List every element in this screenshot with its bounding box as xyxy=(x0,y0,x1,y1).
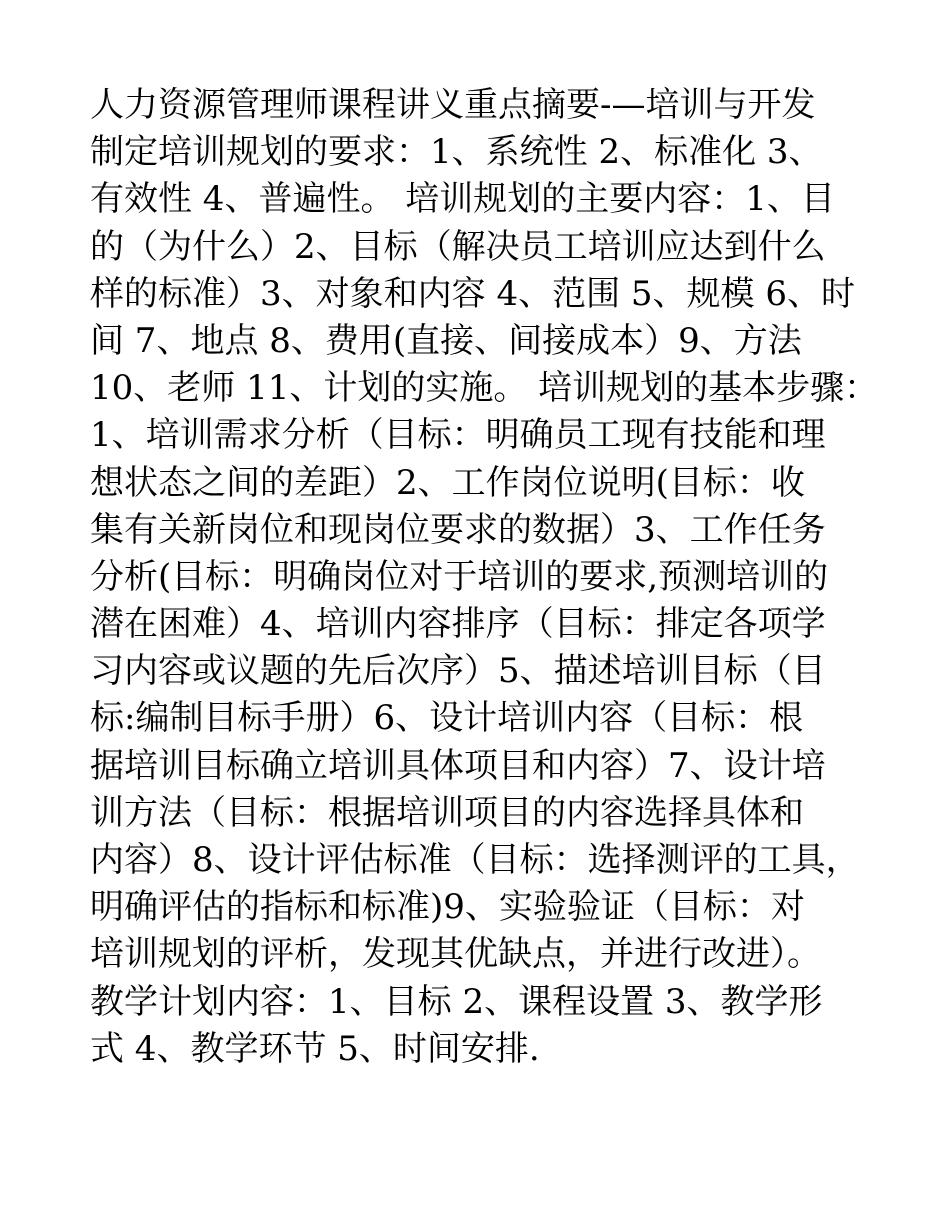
text-line: 制定培训规划的要求：1、系统性 2、标准化 3、 xyxy=(90,132,823,173)
text-line: 习内容或议题的先后次序）5、描述培训目标（目 xyxy=(90,651,826,692)
text-line: 式 4、教学环节 5、时间安排. xyxy=(90,1028,540,1069)
text-line: 潜在困难）4、培训内容排序（目标：排定各项学 xyxy=(90,604,826,645)
text-line: 10、老师 11、计划的实施。 培训规划的基本步骤： xyxy=(90,368,879,409)
text-line: 明确评估的指标和标准)9、实验验证（目标：对 xyxy=(90,887,805,928)
text-line: 的（为什么）2、目标（解决员工培训应达到什么 xyxy=(90,226,826,267)
text-line: 1、培训需求分析（目标：明确员工现有技能和理 xyxy=(90,415,826,456)
text-line: 训方法（目标：根据培训项目的内容选择具体和 xyxy=(90,792,804,833)
text-line: 想状态之间的差距）2、工作岗位说明(目标：收 xyxy=(90,462,805,503)
text-line: 有效性 4、普遍性。 培训规划的主要内容：1、目 xyxy=(90,179,835,220)
text-line: 教学计划内容：1、目标 2、课程设置 3、教学形 xyxy=(90,981,823,1022)
text-line: 集有关新岗位和现岗位要求的数据）3、工作任务 xyxy=(90,509,826,550)
document-body xyxy=(90,82,880,1073)
text-line: 据培训目标确立培训具体项目和内容）7、设计培 xyxy=(90,745,826,786)
text-line: 间 7、地点 8、费用(直接、间接成本）9、方法 xyxy=(90,320,802,361)
text-line: 内容）8、设计评估标准（目标：选择测评的工具， xyxy=(90,840,860,880)
text-line: 人力资源管理师课程讲义重点摘要-—培训与开发 xyxy=(90,85,816,125)
text-line: 样的标准）3、对象和内容 4、范围 5、规模 6、时 xyxy=(90,273,855,314)
text-line: 培训规划的评析，发现其优缺点，并进行改进）。 xyxy=(90,934,821,975)
text-line: 分析(目标：明确岗位对于培训的要求,预测培训的 xyxy=(90,556,829,597)
text-line: 标:编制目标手册）6、设计培训内容（目标：根 xyxy=(90,698,804,739)
